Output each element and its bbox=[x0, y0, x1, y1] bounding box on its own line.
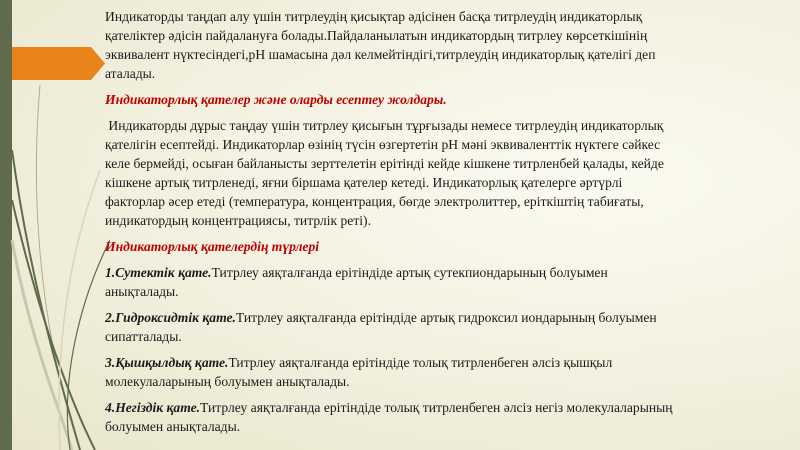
item-text: болуымен анықталады. bbox=[105, 419, 241, 434]
item-text: Титрлеу аяқталғанда ерітіндіде артық сутекпиондарының болуымен bbox=[211, 265, 608, 280]
list-item bbox=[105, 398, 795, 436]
item-text: анықталады. bbox=[105, 284, 179, 299]
text-line: Индикаторды дұрыс таңдау үшін титрлеу қисығын тұрғызады немесе титрлеудің индикаторлық bbox=[105, 118, 664, 133]
text-line: аталады. bbox=[105, 66, 156, 81]
text-line: кішкене артық титрленеді, яғни біршама қателер кетеді. Индикаторлық қателерге әртүрлі bbox=[105, 175, 623, 190]
slide-content bbox=[105, 7, 795, 443]
item-label: 1.Сутектік қате. bbox=[105, 265, 212, 280]
text-line: қателіктер әдісін пайдалануға болады.Пайдаланылатын индикатордың титрлеу көрсеткішінің bbox=[105, 28, 648, 43]
accent-arrow bbox=[12, 47, 105, 80]
item-text: Титрлеу аяқталғанда ерітіндіде артық гидроксил иондарының болуымен bbox=[235, 310, 657, 325]
item-label: 4.Негіздік қате. bbox=[105, 400, 201, 415]
item-label: 2.Гидроксидтік қате. bbox=[105, 310, 236, 325]
item-text: молекулаларының болуымен анықталады. bbox=[105, 374, 350, 389]
item-text: сипатталады. bbox=[105, 329, 182, 344]
text-line: факторлар әсер етеді (температура, концентрация, бөгде электролиттер, еріткіштің табиғаты, bbox=[105, 194, 644, 209]
item-text: Титрлеу аяқталғанда ерітіндіде толық титрленбеген әлсіз негіз молекулаларының bbox=[200, 400, 673, 415]
item-label: 3.Қышқылдық қате. bbox=[105, 355, 229, 370]
list-item bbox=[105, 308, 795, 346]
list-item bbox=[105, 263, 795, 301]
body-paragraph bbox=[105, 116, 795, 230]
text-line: индикатордың концентрациясы, титрлік реті). bbox=[105, 213, 371, 228]
text-line: келе бермейді, осыған байланысты зерттелетін ерітінді кейде кішкене титрленбей қалады, кейде bbox=[105, 156, 664, 171]
list-item bbox=[105, 353, 795, 391]
item-text: Титрлеу аяқталғанда ерітіндіде толық титрленбеген әлсіз қышқыл bbox=[228, 355, 613, 370]
text-line: эквивалент нүктесіндегі,рН шамасына дәл келмейтіндігі,титрлеудің индикаторлық қателігі деп bbox=[105, 47, 656, 62]
intro-paragraph bbox=[105, 7, 795, 83]
text-line: Индикаторды таңдап алу үшін титрлеудің қисықтар әдісінен басқа титрлеудің индикаторлық bbox=[105, 9, 643, 24]
section-heading: Индикаторлық қателер және оларды есептеу жолдары. bbox=[105, 92, 447, 107]
text-line: қателігін есептейді. Индикаторлар өзінің түсін өзгертетін рН мәні эквиваленттік нүктеге сәйкес bbox=[105, 137, 661, 152]
section-heading: Индикаторлық қателердің түрлері bbox=[105, 239, 320, 254]
